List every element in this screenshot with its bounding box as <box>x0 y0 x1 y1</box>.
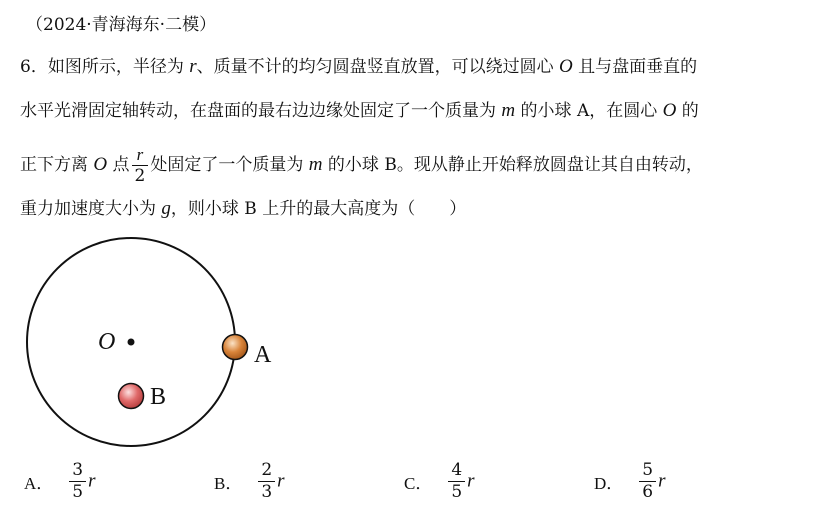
option-a-fraction: $\frac{3}{5}$ <box>69 462 86 501</box>
option-c[interactable]: C． $\frac{4}{5}$ r <box>404 460 475 502</box>
var-m: m <box>501 100 516 121</box>
center-dot <box>128 339 135 346</box>
option-b-fraction: $\frac{2}{3}$ <box>258 462 275 501</box>
ball-b-label: B <box>150 384 167 410</box>
ball-b <box>119 384 144 409</box>
option-d[interactable]: D． $\frac{5}{6}$ r <box>594 460 666 502</box>
fraction-r-over-2: $\frac{r}{2}$ <box>132 146 149 185</box>
option-d-fraction: $\frac{5}{6}$ <box>639 462 656 501</box>
var-m: m <box>308 154 323 175</box>
question-line-3: 正下方离 O 点 $\frac{r}{2}$ 处固定了一个质量为 m 的小球 B。现从静止开始释放圆盘让其自由转动， <box>20 145 703 186</box>
var-g: g <box>161 198 171 219</box>
var-O: O <box>662 100 677 121</box>
question-line-2: 水平光滑固定轴转动，在盘面的最右边边缘处固定了一个质量为 m 的小球 A，在圆心 O 的 <box>20 100 699 121</box>
question-line-1: 6．如图所示，半径为 r、质量不计的均匀圆盘竖直放置，可以绕过圆心 O 且与盘面垂直的 <box>20 56 698 77</box>
center-label: O <box>98 329 116 355</box>
var-r: r <box>189 56 197 77</box>
disc-figure <box>0 235 300 460</box>
question-source: （2024·青海海东·二模） <box>26 15 217 35</box>
option-b[interactable]: B． $\frac{2}{3}$ r <box>214 460 285 502</box>
ball-a <box>223 335 248 360</box>
option-a[interactable]: A． $\frac{3}{5}$ r <box>24 460 96 502</box>
option-c-fraction: $\frac{4}{5}$ <box>448 462 465 501</box>
var-O: O <box>559 56 573 77</box>
ball-a-label: A <box>254 342 272 368</box>
question-line-4: 重力加速度大小为 g，则小球 B 上升的最大高度为（ ） <box>20 198 467 219</box>
var-O: O <box>93 154 108 175</box>
